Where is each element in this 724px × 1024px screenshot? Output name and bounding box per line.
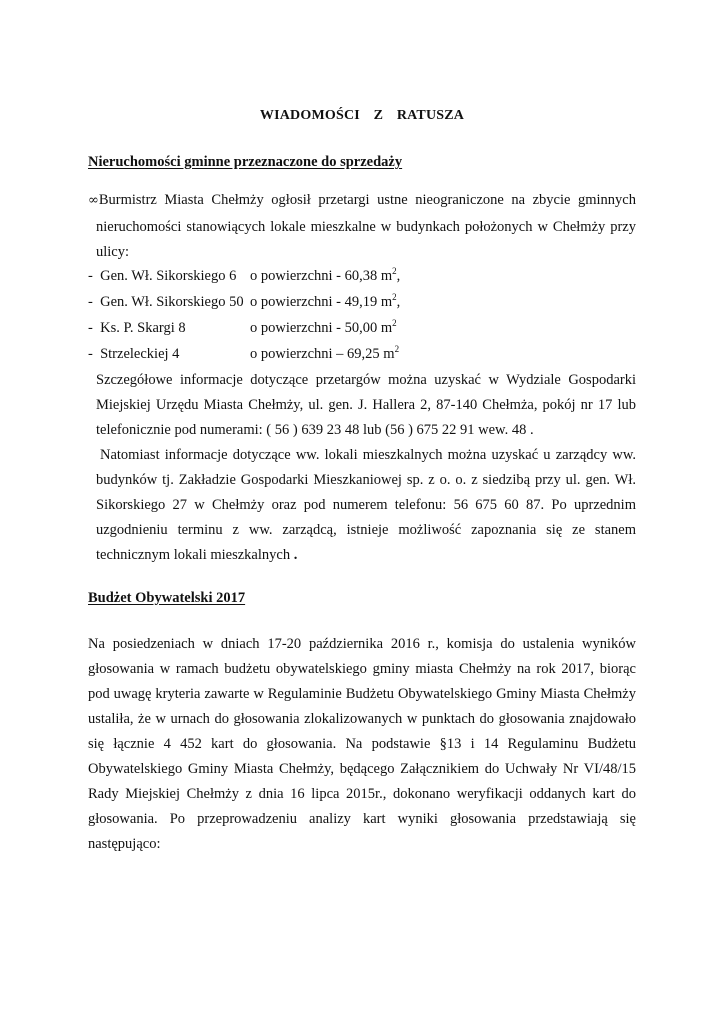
list-item [88, 346, 179, 363]
list-item-area: o powierzchni – 69,25 $m^2$ [250, 344, 400, 362]
list-dash: - [88, 268, 93, 284]
intro-first-line [88, 192, 636, 209]
list-item-street: Strzeleckiej 4 [100, 346, 180, 362]
section-heading-real-estate: Nieruchomości gminne przeznaczone do sprzedaży [88, 154, 403, 170]
list-item [88, 268, 236, 285]
section-heading-budget: Budżet Obywatelski 2017 [88, 590, 246, 606]
list-item-street: Gen. Wł. Sikorskiego 50 [100, 294, 244, 310]
intro-first-text: Burmistrz Miasta Chełmży ogłosił przetargi ustne nieograniczone na zbycie gminnych [98, 192, 636, 208]
intro-rest-paragraph: nieruchomości stanowiących lokale mieszkalne w budynkach położonych w Chełmży przy ulicy: [96, 219, 636, 260]
list-item-street: Gen. Wł. Sikorskiego 6 [100, 268, 237, 284]
list-item [88, 320, 186, 337]
list-dash: - [88, 346, 93, 362]
list-item-area: o powierzchni - 50,00 $m^2$ [250, 318, 397, 336]
contact-paragraph: Natomiast informacje dotyczące ww. lokali mieszkalnych można uzyskać u zarządcy ww. budynków tj. Zakładzie Gospodarki Mieszkaniowej sp. z o. o. z siedzibą przy ul. gen. Wł. Sikorskiego 27 w Chełmży oraz pod numerem telefonu: 56 675 60 87. Po uprzednim uzgodnieniu terminu z ww. zarządcą, istnieje możliwość zapoznania się ze stanem technicznym lokali mieszkalnych . [96, 447, 636, 563]
list-dash: - [88, 294, 93, 310]
page-title: WIADOMOŚCI Z RATUSZA [259, 108, 465, 123]
details-paragraph: Szczegółowe informacje dotyczące przetargów można uzyskać w Wydziale Gospodarki Miejskiej Urzędu Miasta Chełmży, ul. gen. J. Hallera 2, 87-140 Chełmża, pokój nr 17 lub telefonicznie pod numerami: ( 56 ) 639 23 48 lub (56 ) 675 22 91 wew. 48 . [96, 372, 636, 438]
list-item-area: o powierzchni - 60,38 $m^2$, [250, 266, 401, 284]
list-item [88, 294, 244, 311]
list-item-area: o powierzchni - 49,19 $m^2$, [250, 292, 401, 310]
list-dash: - [88, 320, 93, 336]
list-item-street: Ks. P. Skargi 8 [100, 320, 186, 336]
infinity-bullet-icon: ∞ [88, 193, 99, 208]
budget-paragraph: Na posiedzeniach w dniach 17-20 października 2016 r., komisja do ustalenia wyników głosowania w ramach budżetu obywatelskiego gminy miasta Chełmży na rok 2017, biorąc pod uwagę kryteria zawarte w Regulaminie Budżetu Obywatelskiego Gminy Miasta Chełmży ustaliła, że w urnach do głosowania zlokalizowanych w punktach do głosowania znajdowało się łącznie 4 452 kart do głosowania. Na podstawie §13 i 14 Regulaminu Budżetu Obywatelskiego Gminy Miasta Chełmży, będącego Załącznikiem do Uchwały Nr VI/48/15 Rady Miejskiej Chełmży z dnia 16 lipca 2015r., dokonano weryfikacji oddanych kart do głosowania. Po przeprowadzeniu analizy kart wyniki głosowania przedstawiają się następująco: [88, 636, 636, 852]
